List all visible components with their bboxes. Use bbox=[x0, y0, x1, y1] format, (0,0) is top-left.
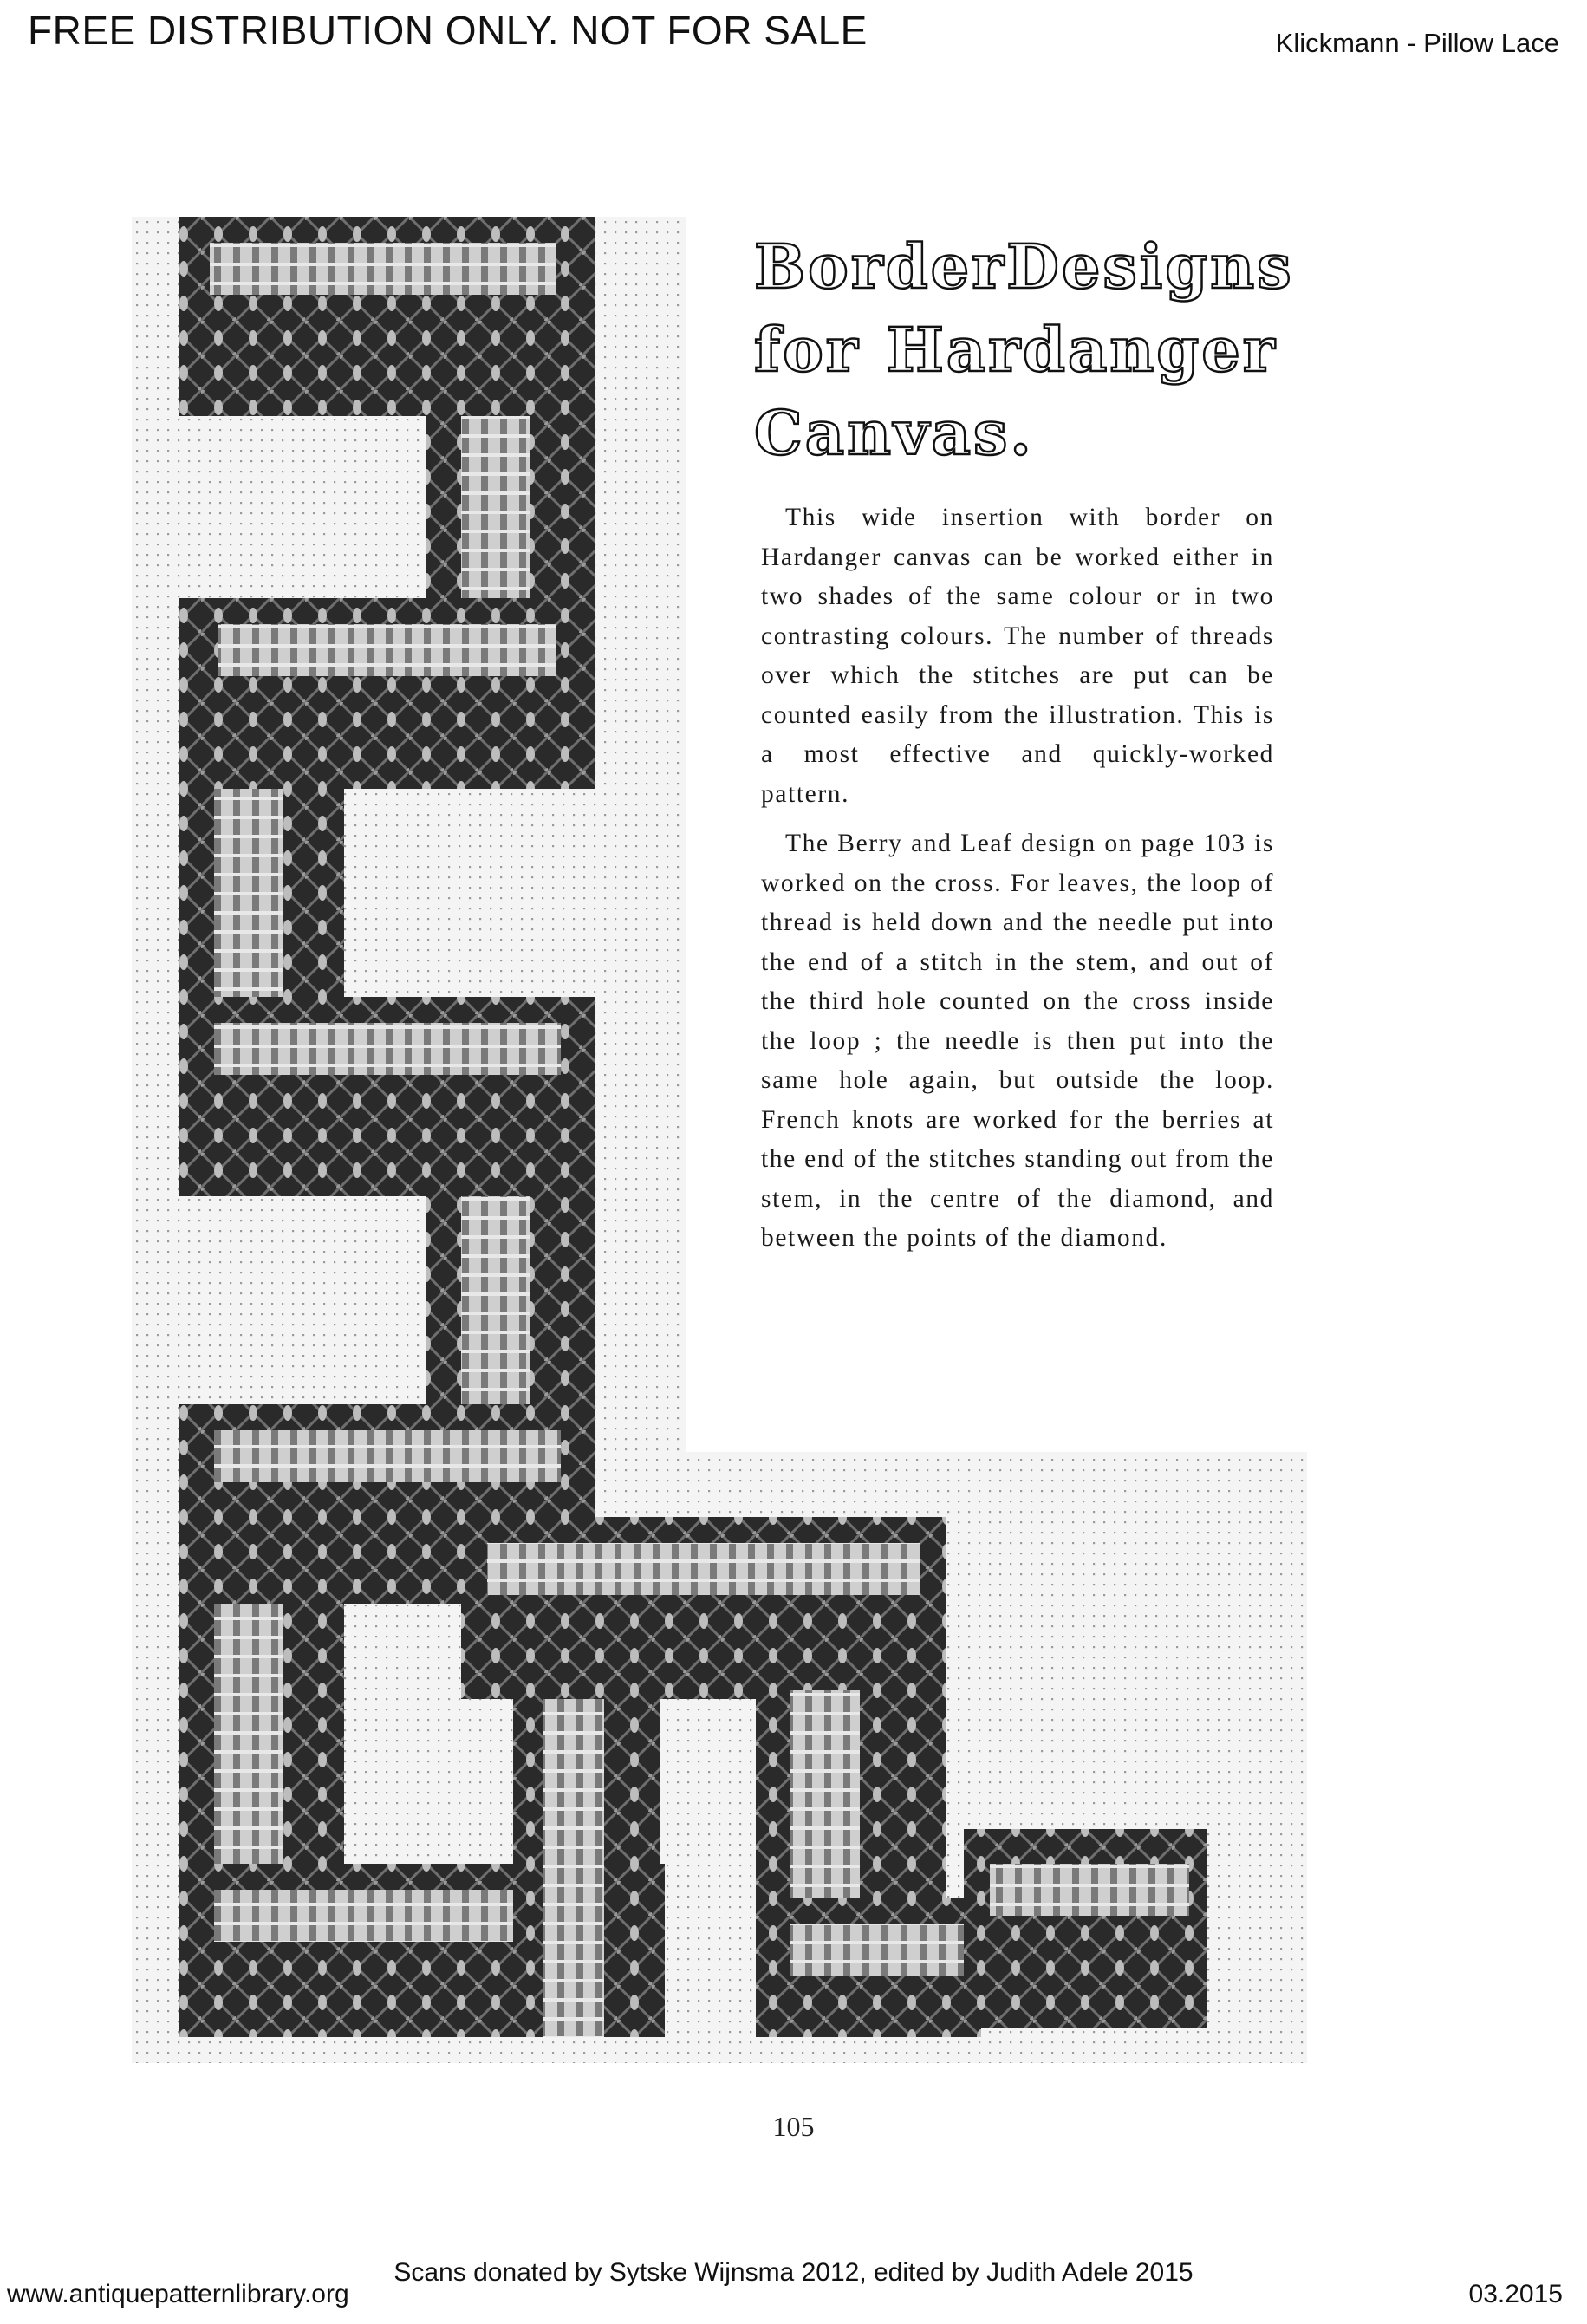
article-body bbox=[761, 498, 1274, 1269]
page-number: 105 bbox=[772, 2111, 815, 2142]
distribution-notice: FREE DISTRIBUTION ONLY. NOT FOR SALE bbox=[28, 8, 868, 53]
title-word-canvas: Canvas. bbox=[754, 397, 1034, 469]
website-link[interactable]: www.antiquepatternlibrary.org bbox=[7, 2280, 349, 2308]
article-paragraph: The Berry and Leaf design on page 103 is worked on the cross. For leaves, the loop of thread is held down and the needle put into the end of a stitch in the stem, and out of the third hole counted on the cross inside the loop ; the needle is then put into the same hole again, but outside the loop. French knots are worked for the berries at the end of the stitches standing out from the stem, in the centre of the diamond, and between the points of the diamond. bbox=[761, 830, 1274, 1252]
article-paragraph: This wide insertion with border on Hardanger canvas can be worked either in two shades of the same colour or in two contrasting colours. The number of threads over which the stitches are put can be counted easily from the illustration. This is a most effective and quickly-worked pattern. bbox=[761, 504, 1274, 808]
title-word-border: Border bbox=[754, 231, 1007, 303]
title-word-hardanger: Hardanger bbox=[886, 314, 1278, 386]
title-word-for: for bbox=[754, 314, 861, 386]
title-word-designs: Designs bbox=[1006, 231, 1294, 303]
edition-date: 03.2015 bbox=[1468, 2280, 1563, 2308]
scan-credit: Scans donated by Sytske Wijnsma 2012, edited by Judith Adele 2015 bbox=[393, 2258, 1194, 2287]
source-title: Klickmann - Pillow Lace bbox=[1275, 28, 1559, 58]
article-title bbox=[754, 225, 1294, 475]
